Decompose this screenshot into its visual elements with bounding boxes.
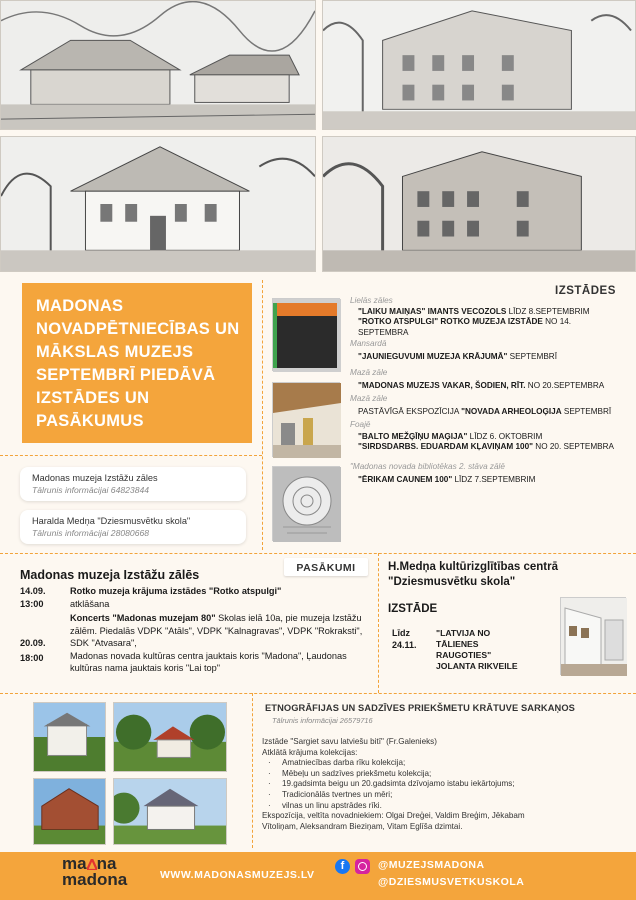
event-date: 14.09. 13:00: [20, 586, 46, 609]
divider: [378, 553, 379, 693]
exhibition-category: Mazā zāle: [350, 368, 388, 377]
photo-museum-building-1: [0, 0, 316, 130]
photo-storage-building-3: [33, 778, 106, 845]
divider: [0, 455, 262, 456]
medna-heading: H.Medņa kultūrizglītības centrā "Dziesmusvētku skola": [388, 561, 558, 588]
event-text: Rotko muzeja krājuma izstādes "Rotko atspulgi" atklāšana Koncerts "Madonas muzejam 80" Skolas ielā 10a, pie muzeja Izstāžu zālēm. Piedalās VDPK "Atāls", VDPK "Kalnagravas", VDPK "Rokraksti", SDK "Atvasara", Madonas novada kultūras centra jauktais koris "Madona", Ļaudonas kultūras nama jauktais koris "Lai top": [70, 586, 363, 673]
facebook-handle-link[interactable]: @DZIESMUSVETKUSKOLA: [378, 876, 525, 888]
thumbnail-gallery-room: [272, 382, 340, 457]
title-line: SEPTEMBRĪ PIEDĀVĀ: [36, 366, 216, 384]
events-tab: PASĀKUMI: [284, 558, 368, 576]
medna-until: Līdz 24.11.: [392, 628, 417, 650]
sarkani-text: Izstāde "Sargiet savu latviešu bitī" (Fr.Galenieks) Atklātā krājuma kolekcijas: · Amatniecības darba rīku kolekcija; · Mēbeļu un sadzīves priekšmetu kolekcija; · 19.gadsimta beigu un 20.gadsimta dzīvojamo istabu iekārtojums; · Tradicionālās tvertnes un mēri; · vilnas un linu apstrādes rīki. Ekspozīcija, veltīta novadniekiem: Olgai Dreģei, Valdim Breģim, Jēkabam Vītoliņam, Aleksandram Bieziņam, Vitam Eglīša dzimtai.: [262, 737, 525, 831]
contact-phone: Tālrunis informācijai 64823844: [32, 485, 150, 495]
exhibition-category: Mazā zāle: [350, 394, 388, 403]
title-line: IZSTĀDES UN: [36, 389, 150, 407]
divider: [252, 693, 253, 848]
exhibition-category: Lielās zāles: [350, 296, 393, 305]
exhibition-item: "ĒRIKAM CAUNEM 100" LĪDZ 7.SEPTEMBRIM: [358, 475, 536, 484]
title-line: MADONAS: [36, 297, 124, 315]
website-link[interactable]: WWW.MADONASMUZEJS.LV: [160, 869, 315, 881]
madona-logo: ma na madona: [62, 854, 128, 889]
instagram-handle-link[interactable]: @MUZEJSMADONA: [378, 859, 485, 871]
page-title-box: [22, 283, 252, 443]
exhibition-item: PASTĀVĪGĀ EKSPOZĪCIJA "NOVADA ARHEOLOĢIJA SEPTEMBRĪ: [358, 406, 612, 416]
divider: [0, 693, 636, 694]
exhibition-item: "SIRDSDARBS. EDUARDAM KĻAVIŅAM 100" NO 20. SEPTEMBRA: [358, 442, 615, 451]
event-date: 20.09. 18:00: [20, 638, 46, 663]
medna-subheading: IZSTĀDE: [388, 603, 438, 615]
exhibitions-heading: IZSTĀDES: [555, 285, 616, 297]
exhibition-item: "MADONAS MUZEJS VAKAR, ŠODIEN, RĪT. NO 20.SEPTEMBRA: [358, 380, 605, 390]
sarkani-phone: Tālrunis informācijai 26579716: [272, 716, 373, 725]
contact-phone: Tālrunis informācijai 28080668: [32, 528, 150, 538]
sarkani-heading: ETNOGRĀFIJAS UN SADZĪVES PRIEKŠMETU KRĀTUVE SARKAŅOS: [265, 703, 575, 713]
photo-museum-building-2: [322, 0, 636, 130]
medna-exhibit-title: "LATVIJA NO TĀLIENES RAUGOTIES" JOLANTA RIKVEILE: [436, 628, 518, 671]
instagram-icon[interactable]: [355, 859, 370, 874]
exhibition-item: "JAUNIEGUVUMI MUZEJA KRĀJUMĀ" SEPTEMBRĪ: [358, 351, 557, 361]
exhibition-item: "ROTKO ATSPULGI" ROTKO MUZEJA IZSTĀDE NO 14. SEPTEMBRA: [358, 317, 572, 337]
thumbnail-painting: [272, 298, 340, 371]
title-line: NOVADPĒTNIECĪBAS UN: [36, 320, 240, 338]
exhibition-category: "Madonas novada bibliotēkas 2. stāva zālē: [350, 461, 505, 471]
photo-wooden-house: [0, 136, 316, 272]
events-heading: Madonas muzeja Izstāžu zālēs: [20, 568, 200, 582]
photo-storage-building-2: [113, 702, 227, 772]
exhibition-category: Foajē: [350, 420, 371, 429]
title-line: PASĀKUMUS: [36, 412, 144, 430]
photo-storage-building-1: [33, 702, 106, 772]
exhibition-item: "BALTO MEŽĢĪŅU MAĢIJA" LĪDZ 6. OKTOBRIM: [358, 431, 543, 441]
contact-card-song-festival-school: [20, 510, 246, 544]
exhibition-category: Mansardā: [350, 339, 387, 348]
thumbnail-lace: [272, 466, 340, 541]
exhibitions-list: [350, 296, 620, 486]
contact-name: Haralda Medņa "Dziesmusvētku skola": [32, 516, 191, 526]
divider: [262, 280, 263, 550]
contact-name: Madonas muzeja Izstāžu zāles: [32, 473, 158, 483]
contact-card-exhibition-halls: [20, 467, 246, 501]
thumbnail-exhibition-hall: [560, 597, 626, 675]
divider: [0, 553, 636, 554]
title-line: MĀKSLAS MUZEJS: [36, 343, 194, 361]
photo-storage-building-4: [113, 778, 227, 845]
photo-stone-building: [322, 136, 636, 272]
exhibition-item: "LAIKU MAIŅAS" IMANTS VECOZOLS LĪDZ 8.SEPTEMBRIM: [358, 306, 590, 316]
facebook-icon[interactable]: f: [335, 859, 350, 874]
